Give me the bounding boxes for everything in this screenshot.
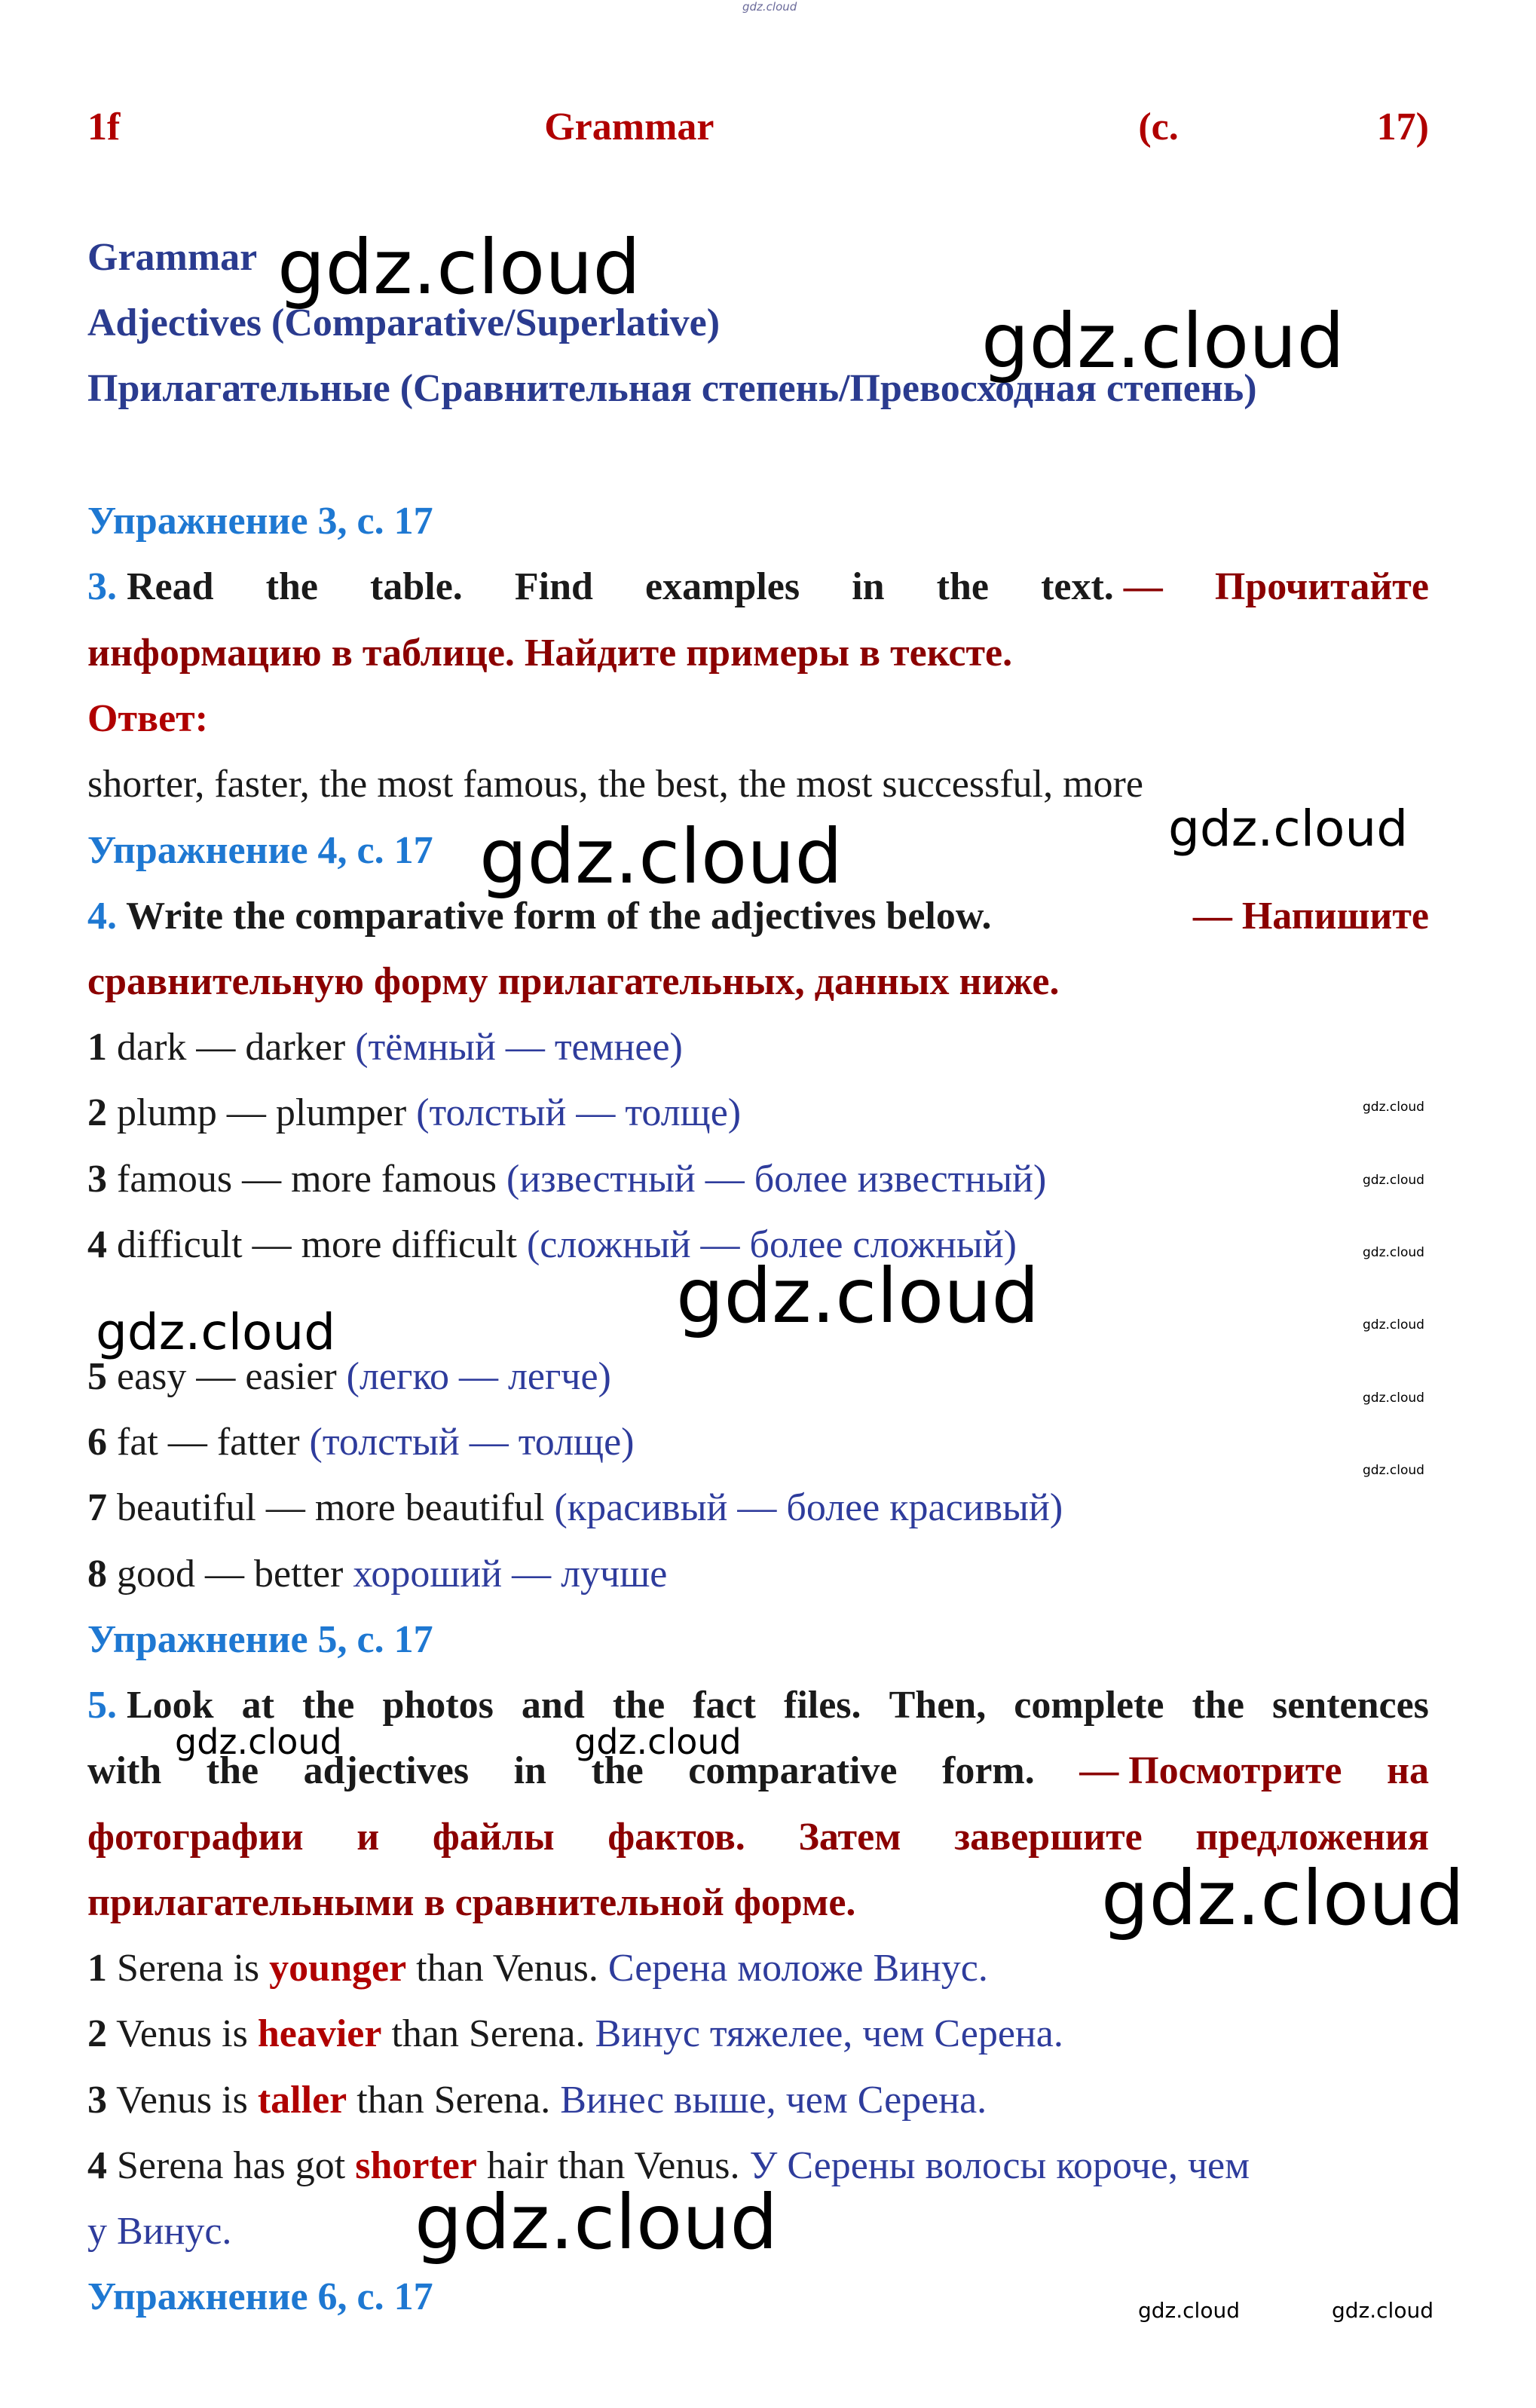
item-text: fat — fatter bbox=[117, 1421, 300, 1464]
exercise-4-number: 4. bbox=[87, 895, 117, 938]
task-word: text. bbox=[1041, 565, 1114, 608]
top-watermark: gdz.cloud bbox=[742, 0, 797, 14]
item-number: 3 bbox=[87, 2079, 107, 2122]
exercise-3-task-line1 bbox=[87, 563, 1429, 611]
item-text: difficult — more difficult bbox=[117, 1223, 517, 1266]
task-word: with bbox=[87, 1749, 162, 1792]
item-number: 4 bbox=[87, 2144, 107, 2187]
item-text: plump — plumper bbox=[117, 1091, 407, 1134]
watermark: gdz.cloud bbox=[1101, 1854, 1465, 1942]
sentence-text: Venus is bbox=[116, 2079, 248, 2122]
watermark: gdz.cloud bbox=[676, 1252, 1040, 1340]
watermark: gdz.cloud bbox=[981, 297, 1345, 385]
exercise-4-task-ru: сравнительную форму прилагательных, данных ниже. bbox=[87, 960, 1060, 1003]
task-word: examples bbox=[645, 565, 800, 608]
watermark: gdz.cloud bbox=[277, 223, 641, 311]
item-number: 5 bbox=[87, 1355, 107, 1398]
watermark: gdz.cloud bbox=[1138, 2298, 1240, 2323]
sentence-text: than Serena. bbox=[356, 2079, 551, 2122]
watermark: gdz.cloud bbox=[574, 1721, 742, 1762]
task-word: Read bbox=[127, 565, 214, 608]
sentence-text: Venus is bbox=[116, 2012, 248, 2055]
task-word: предложения bbox=[1195, 1816, 1429, 1859]
answer-adjective: taller bbox=[257, 2079, 347, 2122]
watermark: gdz.cloud bbox=[1168, 800, 1409, 858]
item-translation: (сложный — более сложный) bbox=[526, 1223, 1017, 1266]
sentence-text: Serena is bbox=[117, 1947, 260, 1990]
task-word: фактов. bbox=[607, 1816, 745, 1859]
watermark: gdz.cloud bbox=[1363, 1245, 1424, 1260]
list-item bbox=[87, 1944, 1429, 1993]
watermark: gdz.cloud bbox=[96, 1303, 336, 1361]
task-word: the bbox=[206, 1749, 259, 1792]
task-word: and bbox=[521, 1684, 585, 1727]
item-number: 7 bbox=[87, 1486, 107, 1529]
item-translation-cont: у Винус. bbox=[87, 2210, 232, 2253]
item-number: 4 bbox=[87, 1223, 107, 1266]
sentence-text: than Serena. bbox=[391, 2012, 586, 2055]
task-word: Look bbox=[127, 1684, 214, 1727]
task-word: table. bbox=[370, 565, 463, 608]
page-ref-close: 17) bbox=[1376, 106, 1429, 148]
task-word: comparative bbox=[688, 1749, 898, 1792]
task-word: files. bbox=[784, 1684, 861, 1727]
page-header bbox=[87, 103, 1429, 151]
exercise-5-heading: Упражнение 5, с. 17 bbox=[87, 1618, 433, 1661]
item-translation: Винес выше, чем Серена. bbox=[560, 2079, 987, 2122]
task-word: adjectives bbox=[303, 1749, 470, 1792]
list-item bbox=[87, 1023, 1429, 1072]
item-number: 3 bbox=[87, 1158, 107, 1201]
watermark: gdz.cloud bbox=[1332, 2298, 1433, 2323]
exercise-3-number: 3. bbox=[87, 565, 117, 608]
exercise-3-task-ru: информацию в таблице. Найдите примеры в тексте. bbox=[87, 632, 1013, 675]
watermark: gdz.cloud bbox=[1363, 1391, 1424, 1406]
answer-adjective: shorter bbox=[355, 2144, 477, 2187]
exercise-4-heading: Упражнение 4, с. 17 bbox=[87, 829, 433, 872]
watermark: gdz.cloud bbox=[479, 812, 843, 901]
exercise-3-answer: shorter, faster, the most famous, the best, the most successful, more bbox=[87, 763, 1143, 806]
list-item bbox=[87, 1418, 1429, 1467]
watermark: gdz.cloud bbox=[1363, 1463, 1424, 1478]
task-word: fact bbox=[693, 1684, 756, 1727]
list-item bbox=[87, 2010, 1429, 2058]
list-item bbox=[87, 1155, 1429, 1204]
task-word: form. bbox=[942, 1749, 1035, 1792]
item-translation: (легко — легче) bbox=[346, 1355, 611, 1398]
answer-label: Ответ: bbox=[87, 697, 209, 740]
watermark: gdz.cloud bbox=[415, 2178, 779, 2266]
task-word: the bbox=[591, 1749, 644, 1792]
watermark: gdz.cloud bbox=[1363, 1317, 1424, 1333]
item-text: beautiful — more beautiful bbox=[117, 1486, 545, 1529]
task-word: the bbox=[302, 1684, 355, 1727]
list-item bbox=[87, 1484, 1429, 1532]
task-dash: — bbox=[1123, 565, 1163, 608]
task-word: the bbox=[936, 565, 989, 608]
task-word: complete bbox=[1014, 1684, 1164, 1727]
grammar-topic-en: Adjectives (Comparative/Superlative) bbox=[87, 301, 721, 344]
item-text: dark — darker bbox=[117, 1026, 346, 1069]
sentence-text: hair than Venus. bbox=[486, 2144, 740, 2187]
task-word: Find bbox=[514, 565, 593, 608]
watermark: gdz.cloud bbox=[1363, 1173, 1424, 1188]
item-translation: (толстый — толще) bbox=[309, 1421, 635, 1464]
task-ru-first: — Напишите bbox=[1192, 895, 1429, 938]
task-word: the bbox=[265, 565, 318, 608]
task-word: in bbox=[852, 565, 885, 608]
task-word: Then, bbox=[889, 1684, 987, 1727]
list-item bbox=[87, 2076, 1429, 2125]
sentence-text: than Venus. bbox=[416, 1947, 598, 1990]
task-word: the bbox=[612, 1684, 665, 1727]
task-word: завершите bbox=[954, 1816, 1143, 1859]
item-translation: (тёмный — темнее) bbox=[355, 1026, 683, 1069]
task-word: и bbox=[356, 1816, 380, 1859]
grammar-topic-ru: Прилагательные (Сравнительная степень/Превосходная степень) bbox=[87, 367, 1257, 410]
item-number: 6 bbox=[87, 1421, 107, 1464]
item-text: good — better bbox=[117, 1553, 344, 1596]
item-translation: (известный — более известный) bbox=[506, 1158, 1047, 1201]
item-translation: Серена моложе Винус. bbox=[607, 1947, 988, 1990]
answer-adjective: heavier bbox=[257, 2012, 382, 2055]
grammar-title: Grammar bbox=[87, 236, 258, 279]
task-word: Затем bbox=[798, 1816, 901, 1859]
task-ru-first: Прочитайте bbox=[1214, 565, 1429, 608]
task-en: Write the comparative form of the adjectives below. bbox=[126, 895, 992, 938]
item-number: 1 bbox=[87, 1026, 107, 1069]
watermark: gdz.cloud bbox=[1363, 1100, 1424, 1115]
sentence-text: Serena has got bbox=[117, 2144, 346, 2187]
item-number: 2 bbox=[87, 2012, 107, 2055]
task-word: файлы bbox=[432, 1816, 555, 1859]
task-word: sentences bbox=[1271, 1684, 1429, 1727]
answer-adjective: younger bbox=[269, 1947, 407, 1990]
list-item bbox=[87, 1550, 1429, 1599]
item-number: 2 bbox=[87, 1091, 107, 1134]
exercise-5-number: 5. bbox=[87, 1684, 117, 1727]
task-word: — Посмотрите bbox=[1079, 1749, 1342, 1792]
list-item bbox=[87, 1089, 1429, 1137]
task-word: the bbox=[1192, 1684, 1244, 1727]
task-word: photos bbox=[382, 1684, 494, 1727]
item-translation: У Серены волосы короче, чем bbox=[749, 2144, 1250, 2187]
item-number: 8 bbox=[87, 1553, 107, 1596]
item-number: 1 bbox=[87, 1947, 107, 1990]
exercise-5-task-line4: прилагательными в сравнительной форме. bbox=[87, 1881, 856, 1924]
item-translation: (толстый — толще) bbox=[416, 1091, 742, 1134]
task-word: at bbox=[241, 1684, 274, 1727]
lesson-number: 1f bbox=[87, 106, 121, 148]
task-word: на bbox=[1387, 1749, 1429, 1792]
item-translation: Винус тяжелее, чем Серена. bbox=[595, 2012, 1063, 2055]
watermark: gdz.cloud bbox=[175, 1721, 342, 1762]
exercise-3-heading: Упражнение 3, с. 17 bbox=[87, 500, 433, 543]
item-text: famous — more famous bbox=[117, 1158, 497, 1201]
task-word: in bbox=[513, 1749, 546, 1792]
item-translation: хороший — лучше bbox=[353, 1553, 668, 1596]
item-text: easy — easier bbox=[117, 1355, 337, 1398]
task-word: фотографии bbox=[87, 1816, 304, 1859]
page-ref-open: (с. bbox=[1138, 106, 1179, 148]
exercise-6-heading: Упражнение 6, с. 17 bbox=[87, 2275, 433, 2318]
item-translation: (красивый — более красивый) bbox=[554, 1486, 1063, 1529]
section-title: Grammar bbox=[544, 106, 714, 148]
